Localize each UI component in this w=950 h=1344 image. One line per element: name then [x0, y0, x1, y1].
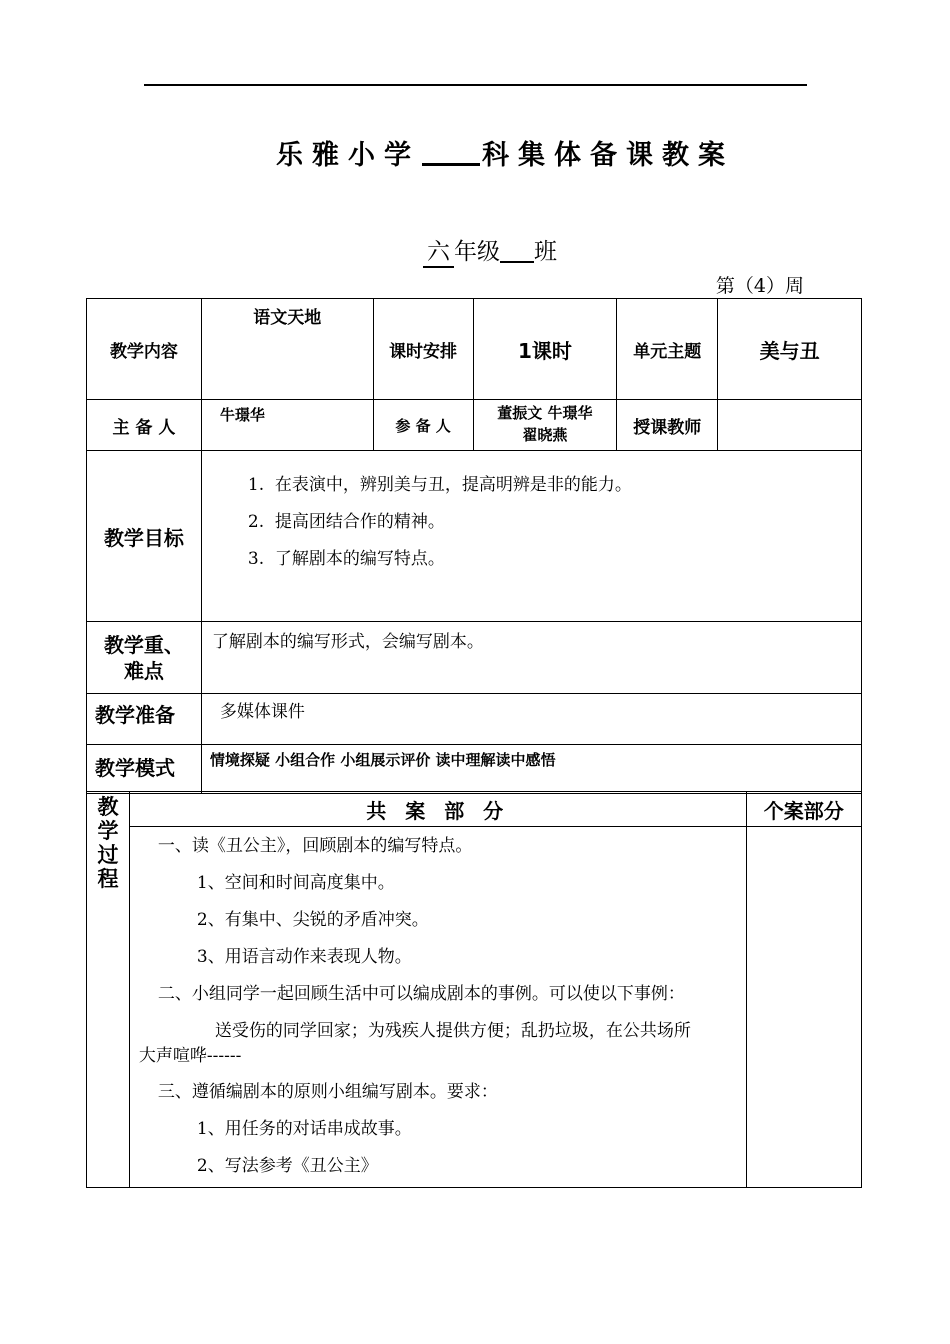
schedule-label: 课时安排: [373, 299, 473, 400]
preparation-value: 多媒体课件: [201, 694, 861, 745]
content-value: 语文天地: [201, 299, 373, 400]
teacher-label: 授课教师: [617, 400, 718, 451]
process-table: [86, 791, 862, 1188]
theme-value: 美与丑: [718, 299, 862, 400]
shared-content: [129, 827, 746, 1188]
process-line: 1、用任务的对话串成故事。: [196, 1119, 412, 1139]
class-blank: [500, 239, 534, 263]
process-line: 一、读《丑公主》，回顾剧本的编写特点。: [157, 836, 473, 856]
grade-line: [0, 233, 950, 268]
individual-content: [746, 827, 861, 1188]
mode-value: 情境探疑 小组合作 小组展示评价 读中理解读中感悟: [201, 745, 861, 794]
goals-list: [201, 451, 861, 622]
participants-label: 参 备 人: [373, 400, 473, 451]
lead-value: 牛璟华: [201, 400, 373, 451]
page-title: 乐雅小学 科集体备课教案: [276, 140, 734, 171]
preparation-label: 教学准备: [87, 694, 202, 745]
process-line: 1、空间和时间高度集中。: [196, 873, 395, 893]
grade-value: 六: [423, 233, 454, 268]
goal-item: 1. 在表演中，辨别美与丑，提高明辨是非的能力。: [247, 475, 632, 495]
goal-item: 2. 提高团结合作的精神。: [247, 512, 445, 532]
week-label: 第（4）周: [715, 275, 804, 297]
keypoints-value: 了解剧本的编写形式，会编写剧本。: [201, 622, 861, 694]
grade-label: 年级: [454, 239, 500, 265]
process-line: 三、遵循编剧本的原则小组编写剧本。要求：: [157, 1082, 498, 1102]
mode-label: 教学模式: [87, 745, 202, 794]
process-line: 大声喧哗------: [138, 1046, 242, 1066]
participants-value: 董振文 牛璟华 翟晓燕: [473, 400, 617, 451]
content-label: 教学内容: [87, 299, 202, 400]
process-label: 教 学 过 程: [87, 792, 130, 1188]
goal-item: 3. 了解剧本的编写特点。: [247, 549, 445, 569]
process-line: 二、小组同学一起回顾生活中可以编成剧本的事例。可以使以下事例：: [157, 984, 685, 1004]
teacher-value: [718, 400, 862, 451]
shared-header: 共 案 部 分: [129, 792, 746, 827]
class-label: 班: [534, 239, 557, 265]
schedule-value: 1课时: [473, 299, 617, 400]
process-line: 2、写法参考《丑公主》: [196, 1156, 378, 1176]
goals-label: 教学目标: [87, 451, 202, 622]
individual-header: 个案部分: [746, 792, 861, 827]
theme-label: 单元主题: [617, 299, 718, 400]
lead-label: 主 备 人: [87, 400, 202, 451]
process-line: 3、用语言动作来表现人物。: [196, 947, 412, 967]
keypoints-label: 教学重、 难点: [87, 622, 202, 694]
info-table: [86, 298, 862, 794]
process-line: 送受伤的同学回家；为残疾人提供方便；乱扔垃圾，在公共场所: [214, 1021, 691, 1041]
subject-blank: [422, 141, 480, 166]
top-rule: [144, 84, 807, 86]
process-line: 2、有集中、尖锐的矛盾冲突。: [196, 910, 429, 930]
